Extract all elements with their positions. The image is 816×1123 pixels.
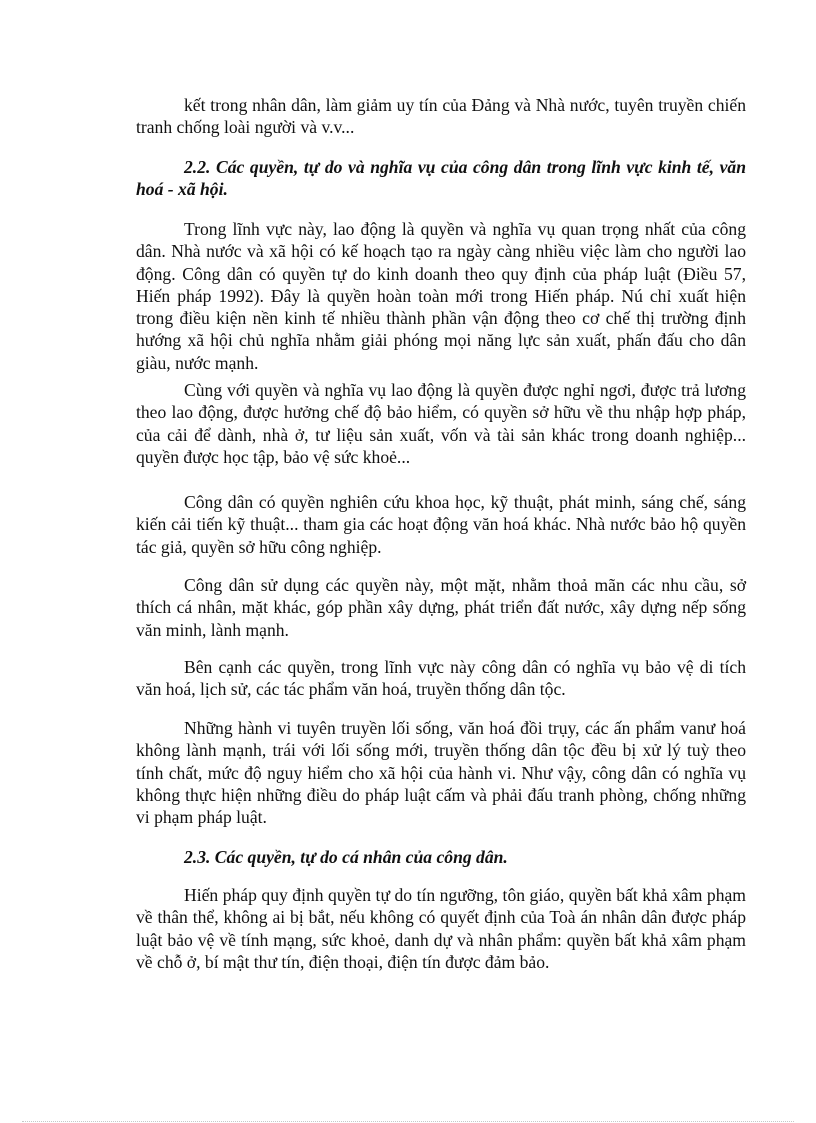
paragraph-use-of-rights: Công dân sử dụng các quyền này, một mặt, nhằm thoả mãn các nhu cầu, sở thích cá nhân, mặt khác, góp phần xây dựng, phát triển đất nước, xây dựng nếp sống văn minh, lành mạnh. [136, 575, 746, 640]
paragraph-cultural-duty: Bên cạnh các quyền, trong lĩnh vực này công dân có nghĩa vụ bảo vệ di tích văn hoá, lịch sử, các tác phẩm văn hoá, truyền thống dân tộc. [136, 657, 746, 700]
paragraph-research-rights: Công dân có quyền nghiên cứu khoa học, kỹ thuật, phát minh, sáng chế, sáng kiến cải tiến kỹ thuật... tham gia các hoạt động văn hoá khác. Nhà nước bảo hộ quyền tác giả, quyền sở hữu công nghiệp. [136, 492, 746, 557]
section-heading-2-2: 2.2. Các quyền, tự do và nghĩa vụ của công dân trong lĩnh vực kinh tế, văn hoá - xã hội. [136, 157, 746, 200]
paragraph-labor-rights: Trong lĩnh vực này, lao động là quyền và nghĩa vụ quan trọng nhất của công dân. Nhà nước và xã hội có kế hoạch tạo ra ngày càng nhiều việc làm cho người lao động. Công dân có quyền tự do kinh doanh theo quy định của pháp luật (Điều 57, Hiến pháp 1992). Đây là quyền hoàn toàn mới trong Hiến pháp. Nú chỉ xuất hiện trong điều kiện nền kinh tế nhiều thành phần vận động theo cơ chế thị trường định hướng xã hội chủ nghĩa nhằm giải phóng mọi năng lực sản xuất, phấn đấu cho dân giàu, nước mạnh. [136, 219, 746, 373]
paragraph-personal-freedoms: Hiến pháp quy định quyền tự do tín ngưỡng, tôn giáo, quyền bất khả xâm phạm về thân thể, không ai bị bắt, nếu không có quyết định của Toà án nhân dân được pháp luật bảo vệ về tính mạng, sức khoẻ, danh dự và nhân phẩm: quyền bất khả xâm phạm về chỗ ở, bí mật thư tín, điện thoại, điện tín được đảm bảo. [136, 885, 746, 972]
paragraph-continuation: kết trong nhân dân, làm giảm uy tín của Đảng và Nhà nước, tuyên truyền chiến tranh chống loài người và v.v... [136, 95, 746, 138]
paragraph-rest-rights: Cùng với quyền và nghĩa vụ lao động là quyền được nghỉ ngơi, được trả lương theo lao động, được hưởng chế độ bảo hiểm, có quyền sở hữu về thu nhập hợp pháp, của cải để dành, nhà ở, tư liệu sản xuất, vốn và tài sản khác trong doanh nghiệp... quyền được học tập, bảo vệ sức khoẻ... [136, 380, 746, 467]
page-bottom-divider [22, 1121, 794, 1122]
section-heading-2-3: 2.3. Các quyền, tự do cá nhân của công dân. [184, 847, 508, 867]
paragraph-violations: Những hành vi tuyên truyền lối sống, văn hoá đồi trụy, các ấn phẩm vanư hoá không lành mạnh, trái với lối sống mới, truyền thống dân tộc đều bị xử lý tuỳ theo tính chất, mức độ nguy hiểm cho xã hội của hành vi. Như vậy, công dân có nghĩa vụ không thực hiện những điều do pháp luật cấm và phải đấu tranh phòng, chống những vi phạm pháp luật. [136, 718, 746, 828]
